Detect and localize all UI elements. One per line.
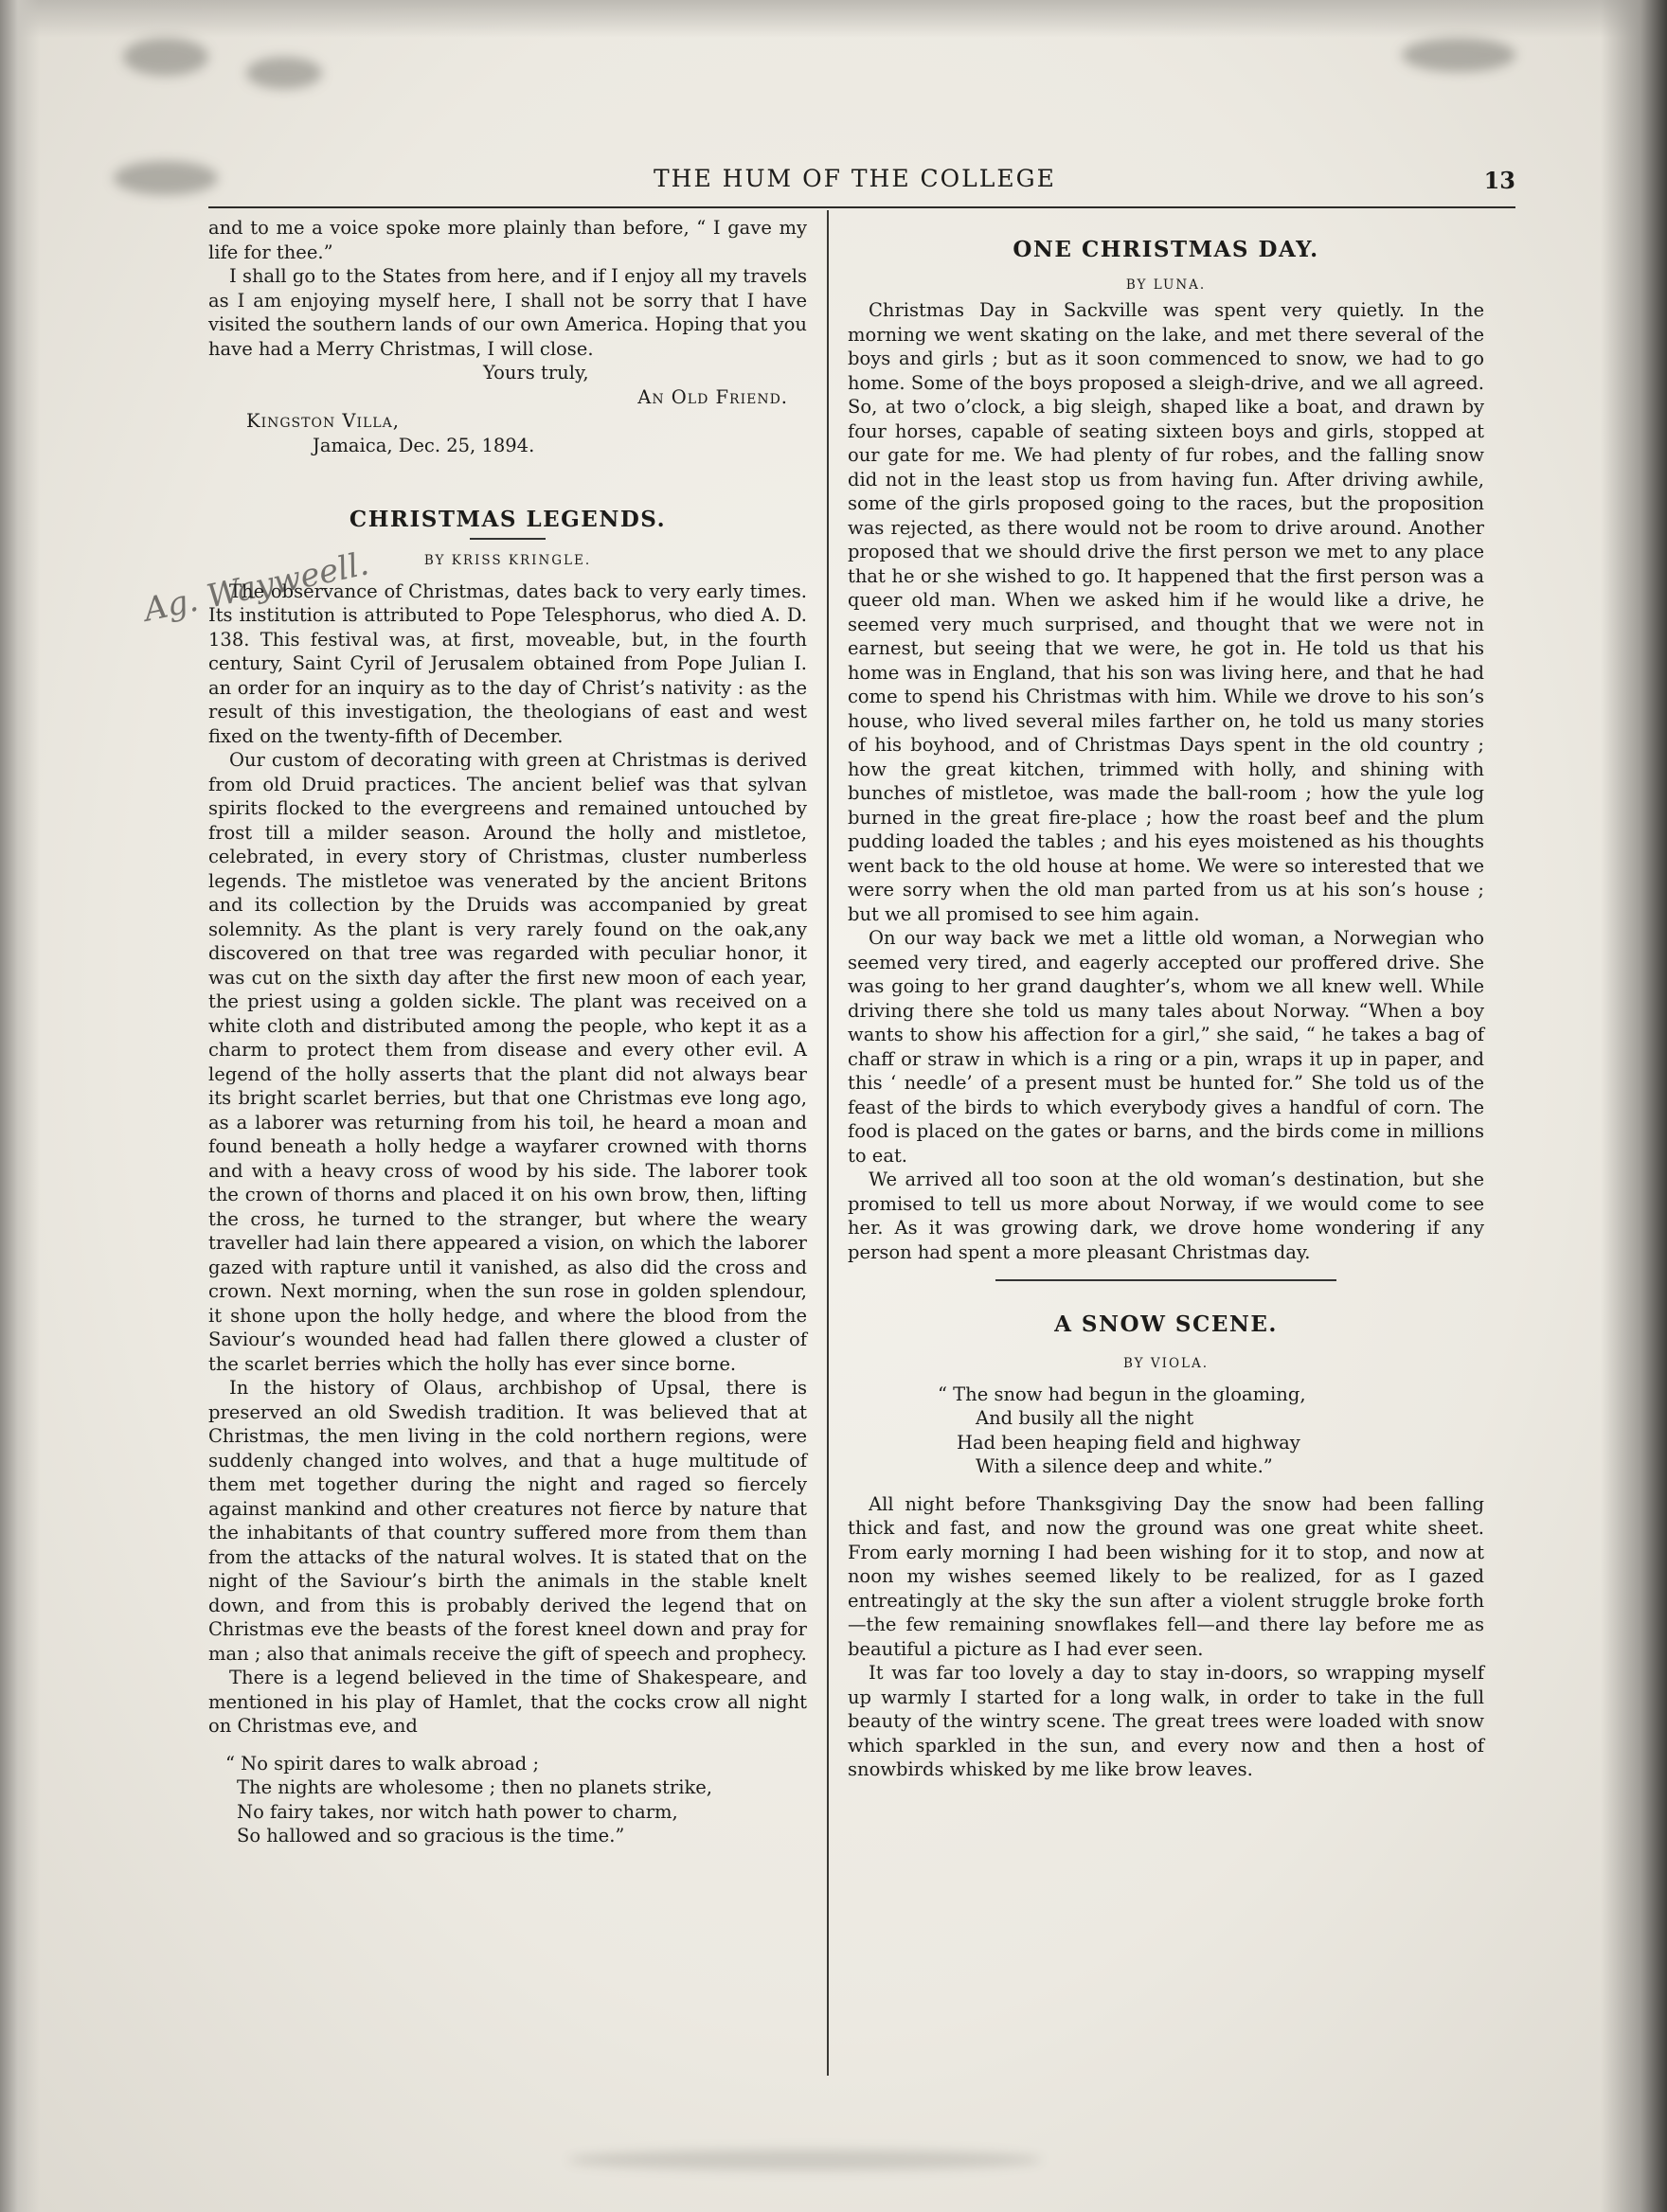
article-paragraph: In the history of Olaus, archbishop of Upsal, there is preserved an old Swedish tradition. It was believed that at Christmas, the men living in the cold northern regions, were suddenly changed into wolves, and that a huge multitude of them met together during the night and raged so fiercely against mankind and other creatures not fierce by nature that the inhabitants of that country suffered more from them than from the attacks of the natural wolves. It is stated that on the night of the Saviour’s birth the animals in the stable knelt down, and from this is probably derived the legend that on Christmas eve the beasts of the forest kneel down and pray for man ; also that animals receive the gift of speech and prophecy. <box>208 1377 807 1665</box>
poem-line: “ The snow had begun in the gloaming, <box>938 1382 1306 1405</box>
article-paragraph: Christmas Day in Sackville was spent very quietly. In the morning we went skating on the lake, and met there several of the boys and girls ; but as it soon commenced to snow, we had to go home. Some of the boys proposed a sleigh-drive, and we all agreed. So, at two o’clock, a big sleigh, shaped like a boat, and drawn by four horses, capable of seating sixteen boys and girls, stopped at our gate for me. We had plenty of fur robes, and the falling snow did not in the least stop us from having fun. After driving awhile, some of the girls proposed going to the races, but the proposition was rejected, as there would not be room to drive around. Another proposed that we should drive the first person we met to any place that he or she wished to go. It happened that the first person was a queer old man. When we asked him if he would like a drive, he seemed very much surprised, and thought that we were not in earnest, but seeing that we were, he got in. He told us that his home was in England, that his son was living here, and that he had come to spend his Christmas with him. While we drove to his son’s house, who lived several miles farther on, he told us many stories of his boyhood, and of Christmas Days spent in the old country ; how the great kitchen, trimmed with holly, and shining with bunches of mistletoe, was made the ball-room ; how the yule log burned in the great fire-place ; how the roast beef and the plum pudding loaded the tables ; and his eyes moistened as his thoughts went back to the old house at home. We were so interested that we were sorry when the old man parted from us at his son’s house ; but we all promised to see him again. <box>848 299 1484 925</box>
spacer <box>208 457 807 507</box>
letter-place: Kingston Villa, <box>246 410 400 432</box>
poem-line: With a silence deep and white.” <box>976 1455 1273 1477</box>
article-title: CHRISTMAS LEGENDS. <box>349 507 667 532</box>
snow-poem <box>848 1382 1484 1479</box>
handwritten-annotation: Ag. Wayweell. <box>140 544 372 630</box>
poem-line: Had been heaping field and highway <box>957 1431 1300 1454</box>
article-paragraph: The observance of Christmas, dates back to very early times. Its institution is attributed to Pope Telesphorus, who died A. D. 138. This festival was, at first, moveable, but, in the fourth century, Saint Cyril of Jerusalem obtained from Pope Julian I. an order for an inquiry as to the day of Christ’s nativity : as the result of this investigation, the theologians of east and west fixed on the twenty-fifth of December. <box>208 580 807 747</box>
page-edge-top <box>0 0 1667 38</box>
article-byline: BY VIOLA. <box>1122 1355 1210 1371</box>
ink-smudge <box>568 2150 1042 2170</box>
publication-title: THE HUM OF THE COLLEGE <box>654 165 1056 192</box>
article-title: ONE CHRISTMAS DAY. <box>1013 237 1319 262</box>
letter-closing: Yours truly, <box>483 362 589 384</box>
ink-smudge <box>246 57 322 89</box>
page-header <box>208 165 1515 203</box>
letter-paragraph: I shall go to the States from here, and if I enjoy all my travels as I am enjoying myself here, I shall not be sorry that I have visited the southern lands of our own America. Hoping that you have had a Merry Christmas, I will close. <box>208 265 807 360</box>
poem-line: The nights are wholesome ; then no planets strike, <box>237 1776 713 1798</box>
article-paragraph: There is a legend believed in the time of Shakespeare, and mentioned in his play of Hamlet, that the cocks crow all night on Christmas eve, and <box>208 1667 807 1737</box>
ink-smudge <box>123 38 208 76</box>
header-rule <box>208 206 1515 208</box>
poem-line: “ No spirit dares to walk abroad ; <box>225 1752 540 1775</box>
article-byline: BY KRISS KRINGLE. <box>423 552 592 568</box>
article-paragraph: On our way back we met a little old woman, a Norwegian who seemed very tired, and eagerly accepted our proffered drive. She was going to her grand daughter’s, whom we all knew well. While driving there she told us many tales about Norway. “When a boy wants to show his affection for a girl,” she said, “ he takes a bag of chaff or straw in which is a ring or a pin, wraps it up in paper, and this ‘ needle’ of a present must be hunted for.” She told us of the feast of the birds to which everybody gives a handful of corn. The food is placed on the gates or barns, and the birds come in millions to eat. <box>848 927 1484 1167</box>
article-paragraph: Our custom of decorating with green at Christmas is derived from old Druid practices. The ancient belief was that sylvan spirits flocked to the evergreens and remained untouched by frost till a milder season. Around the holly and mistletoe, celebrated, in every story of Christmas, cluster numberless legends. The mistletoe was venerated by the ancient Britons and its collection by the Druids was accompanied by great solemnity. As the plant is very rarely found on the oak,any discovered on that tree was regarded with peculiar honor, it was cut on the sixth day after the first new moon of each year, the priest using a golden sickle. The plant was received on a white cloth and distributed among the people, who kept it as a charm to protect them from disease and every other evil. A legend of the holly asserts that the plant did not always bear its bright scarlet berries, but that one Christmas eve long ago, as a laborer was returning from his toil, he heard a moan and found beneath a holly hedge a wayfarer crowned with thorns and with a heavy cross of wood by his side. The laborer took the crown of thorns and placed it on his own brow, then, lifting the cross, he turned to the stranger, but where the weary traveller had lain there appeared a vision, on which the laborer gazed with rapture until it vanished, as also did the cross and crown. Next morning, when the sun rose in golden splendour, it shone upon the holly hedge, and where the blood from the Saviour’s wounded head had fallen there glowed a cluster of the scarlet berries which the holly has ever since borne. <box>208 749 807 1375</box>
poem-line: And busily all the night <box>976 1407 1194 1429</box>
column-divider <box>827 210 829 2076</box>
letter-paragraph: and to me a voice spoke more plainly than before, “ I gave my life for thee.” <box>208 217 807 263</box>
ink-smudge <box>1402 38 1515 72</box>
article-paragraph: All night before Thanksgiving Day the snow had been falling thick and fast, and now the ground was one great white sheet. From early morning I had been wishing for it to stop, and now at noon my wishes seemed likely to be realized, for as I gazed entreatingly at the sky the sun after a violent struggle broke forth—the few remaining snowflakes fell—and there lay before me as beautiful a picture as I had ever seen. <box>848 1492 1484 1660</box>
left-column <box>208 216 807 1848</box>
page-edge-left <box>0 0 40 2212</box>
ink-smudge <box>114 161 218 195</box>
letter-signature: An Old Friend. <box>637 385 788 408</box>
right-column <box>848 216 1484 1782</box>
poem-line: No fairy takes, nor witch hath power to charm, <box>237 1800 678 1823</box>
page-edge-right <box>1601 0 1667 2212</box>
article-byline: BY LUNA. <box>1125 277 1207 293</box>
hamlet-quote <box>208 1752 807 1848</box>
page-number: 13 <box>1483 167 1515 194</box>
letter-date: Jamaica, Dec. 25, 1894. <box>313 434 535 456</box>
article-paragraph: We arrived all too soon at the old woman’s destination, but she promised to tell us more about Norway, if we would come to see her. As it was growing dark, we drove home wondering if any person had spent a more pleasant Christmas day. <box>848 1168 1484 1263</box>
article-paragraph: It was far too lovely a day to stay in-doors, so wrapping myself up warmly I started for a long walk, in order to take in the full beauty of the wintry scene. The great trees were loaded with snow which sparkled in the sun, and every now and then a host of snowbirds whisked by me like brow leaves. <box>848 1662 1484 1780</box>
poem-line: So hallowed and so gracious is the time.” <box>237 1825 625 1846</box>
article-title: A SNOW SCENE. <box>1054 1311 1278 1337</box>
